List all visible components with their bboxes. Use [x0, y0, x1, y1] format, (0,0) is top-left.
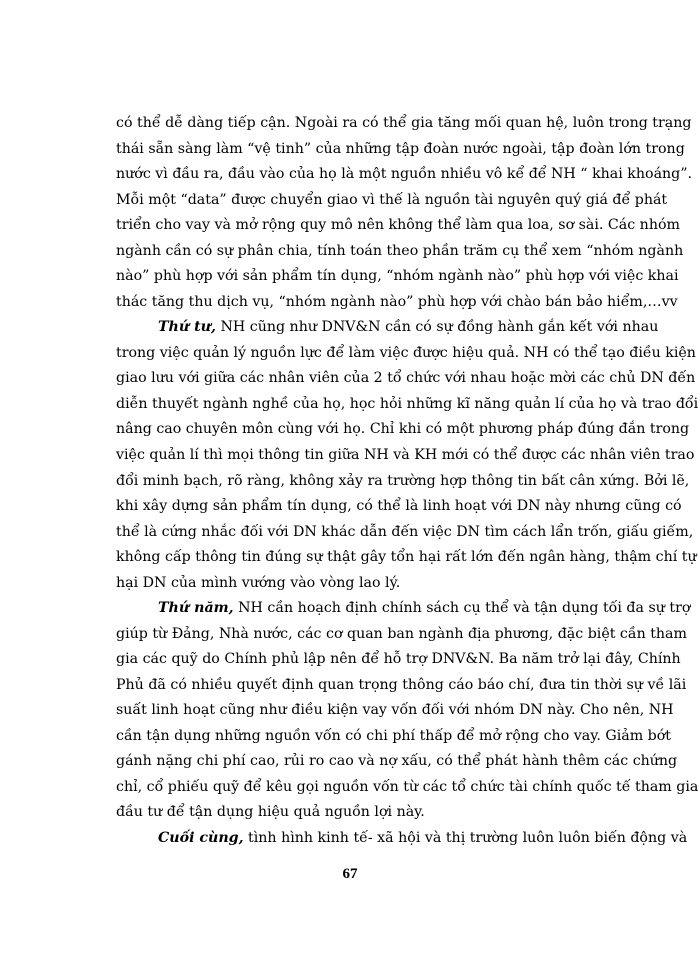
- paragraph-1-line-5: triển cho vay và mở rộng quy mô nên không thể làm qua loa, sơ sài. Các nhóm: [116, 217, 680, 233]
- paragraph-2-line-1: [158, 317, 659, 337]
- paragraph-1-line-1: có thể dễ dàng tiếp cận. Ngoài ra có thể gia tăng mối quan hệ, luôn trong trạng: [116, 115, 692, 131]
- paragraph-2-line-3: giao lưu với giữa các nhân viên của 2 tổ chức với nhau hoặc mời các chủ DN đến: [116, 370, 696, 386]
- paragraph-4-lead: Cuối cùng,: [158, 830, 244, 846]
- paragraph-2-line-9: thể là cứng nhắc đối với DN khác dẫn đến việc DN tìm cách lẩn trốn, giấu giếm,: [116, 524, 694, 540]
- paragraph-2-line-4: diễn thuyết ngành nghề của họ, học hỏi những kĩ năng quản lí của họ và trao đổi: [116, 396, 699, 412]
- paragraph-3-lead: Thứ năm,: [158, 600, 234, 616]
- paragraph-2-line-7: đổi minh bạch, rõ ràng, không xảy ra trường hợp thông tin bất cân xứng. Bởi lẽ,: [116, 473, 690, 489]
- paragraph-3-line-8: chỉ, cổ phiếu quỹ để kêu gọi nguồn vốn từ các tổ chức tài chính quốc tế tham gia: [116, 779, 699, 795]
- paragraph-3-line-1-text: NH cần hoạch định chính sách cụ thể và tận dụng tối đa sự trợ: [233, 600, 691, 616]
- paragraph-1-line-8: thác tăng thu dịch vụ, “nhóm ngành nào” phù hợp với chào bán bảo hiểm,…vv: [116, 294, 678, 310]
- paragraph-2-line-8: khi xây dựng sản phẩm tín dụng, có thể là linh hoạt với DN này nhưng cũng có: [116, 498, 682, 514]
- paragraph-4-line-1-text: tình hình kinh tế- xã hội và thị trường luôn luôn biến động và: [243, 830, 688, 846]
- paragraph-1-line-7: nào” phù hợp với sản phẩm tín dụng, “nhóm ngành nào” phù hợp với việc khai: [116, 268, 679, 284]
- paragraph-3-line-2: giúp từ Đảng, Nhà nước, các cơ quan ban ngành địa phương, đặc biệt cần tham: [116, 626, 687, 642]
- paragraph-1-line-4: Mỗi một “data” được chuyển giao vì thế là nguồn tài nguyên quý giá để phát: [116, 192, 668, 208]
- paragraph-2-line-1-text: NH cũng như DNV&N cần có sự đồng hành gắn kết với nhau: [215, 319, 659, 335]
- paragraph-2-line-5: nâng cao chuyên môn cùng với họ. Chỉ khi có một phương pháp đúng đắn trong: [116, 421, 690, 437]
- paragraph-3-line-4: Phủ đã có nhiều quyết định quan trọng thông cáo báo chí, đưa tin thời sự về lãi: [116, 677, 687, 693]
- paragraph-3-line-1: [158, 598, 691, 618]
- paragraph-2-line-11: hại DN của mình vướng vào vòng lao lý.: [116, 575, 401, 591]
- paragraph-3-line-5: suất linh hoạt cũng như điều kiện vay vốn đối với nhóm DN này. Cho nên, NH: [116, 702, 674, 718]
- paragraph-2-line-6: việc quản lí thì mọi thông tin giữa NH và KH mới có thể được các nhân viên trao: [116, 447, 695, 463]
- paragraph-3-line-3: gia các quỹ do Chính phủ lập nên để hỗ trợ DNV&N. Ba năm trở lại đây, Chính: [116, 651, 681, 667]
- paragraph-1-line-2: thái sẵn sàng làm “vệ tinh” của những tập đoàn nước ngoài, tập đoàn lớn trong: [116, 141, 685, 157]
- paragraph-2-line-10: không cấp thông tin đúng sự thật gây tổn hại rất lớn đến ngân hàng, thậm chí tự: [116, 549, 697, 565]
- paragraph-1-line-3: nước vì đầu ra, đầu vào của họ là một nguồn nhiều vô kể để NH “ khai khoáng”.: [116, 166, 693, 182]
- paragraph-3-line-7: gánh nặng chi phí cao, rủi ro cao và nợ xấu, có thể phát hành thêm các chứng: [116, 753, 678, 769]
- paragraph-3-line-9: đầu tư để tận dụng hiệu quả nguồn lợi này.: [116, 804, 425, 820]
- paragraph-1-line-6: ngành cần có sự phân chia, tính toán theo phần trăm cụ thể xem “nhóm ngành: [116, 243, 684, 259]
- page-number: 67: [342, 866, 358, 882]
- paragraph-4-line-1: [158, 828, 688, 848]
- paragraph-3-line-6: cần tận dụng những nguồn vốn có chi phí thấp để mở rộng cho vay. Giảm bớt: [116, 728, 671, 744]
- paragraph-2-lead: Thứ tư,: [158, 319, 216, 335]
- paragraph-2-line-2: trong việc quản lý nguồn lực để làm việc được hiệu quả. NH có thể tạo điều kiện: [116, 345, 696, 361]
